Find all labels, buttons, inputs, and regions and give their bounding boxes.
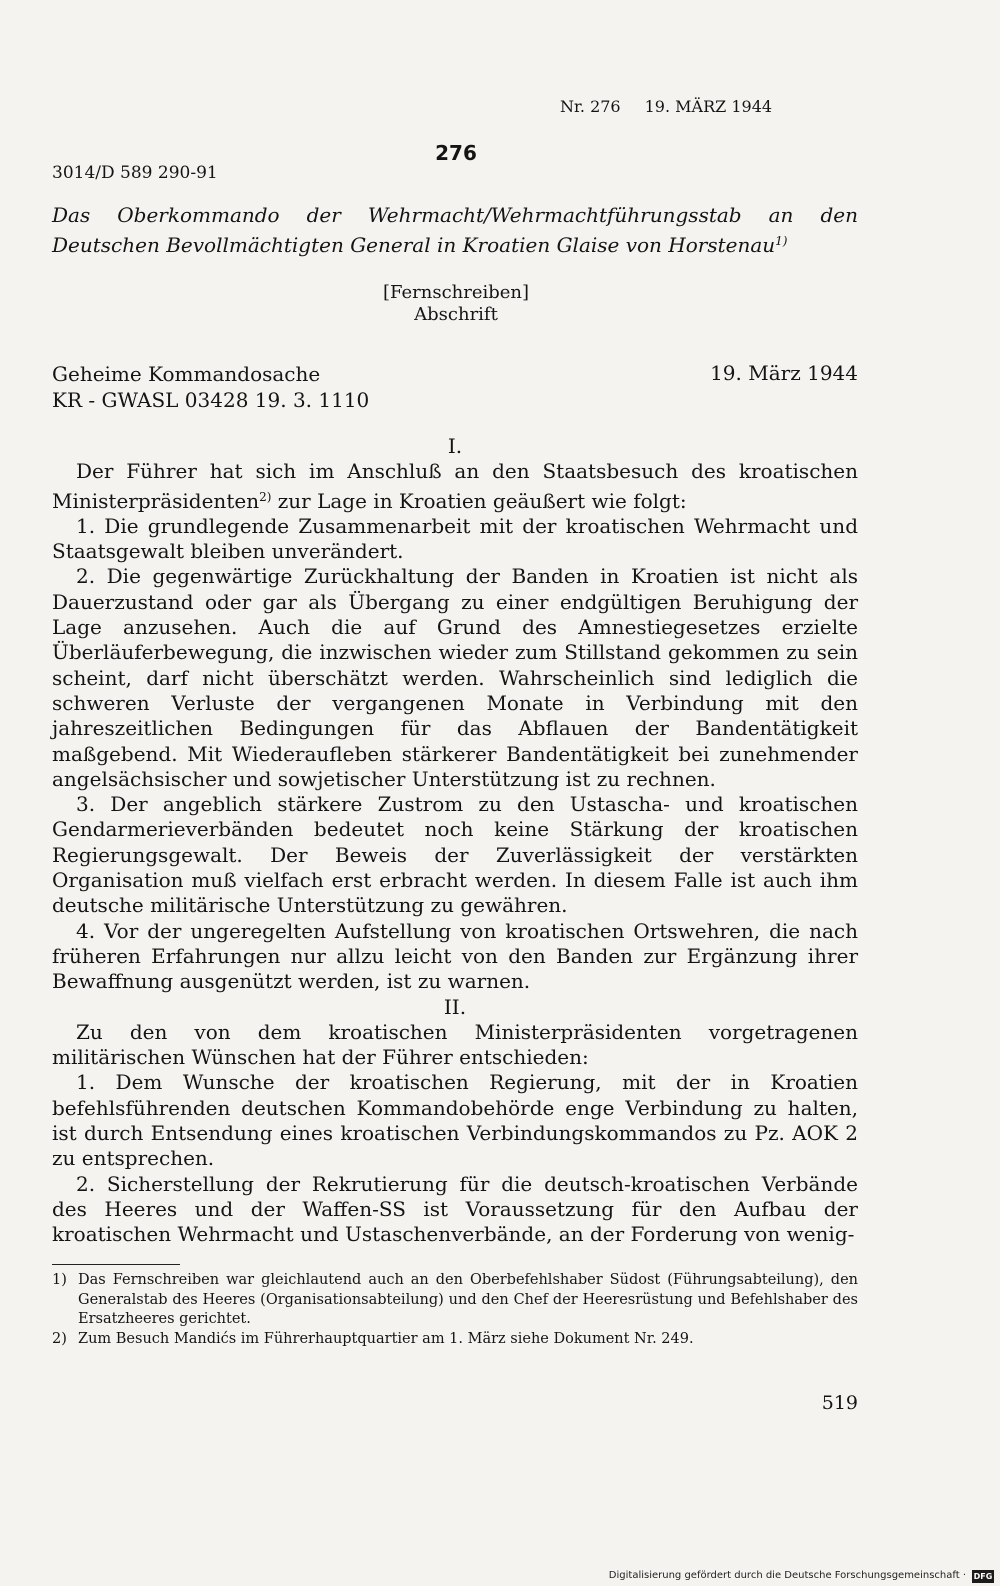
footnote-mark: 1) [52, 1272, 67, 1288]
body-text [52, 434, 858, 1248]
digitization-credit: Digitalisierung gefördert durch die Deutsche Forschungsgemeinschaft · [608, 1570, 966, 1581]
telex-reference: KR - GWASL 03428 19. 3. 1110 [52, 388, 370, 412]
section-2-intro: Zu den von dem kroatischen Ministerpräsidenten vorgetragenen militärischen Wünschen hat der Führer entschieden: [52, 1019, 858, 1070]
page-number: 519 [821, 1392, 858, 1414]
running-head-date: 19. MÄRZ 1944 [644, 97, 773, 116]
footnote-divider [52, 1264, 180, 1265]
footnote-text: Das Fernschreiben war gleichlautend auch an den Oberbefehlshaber Südost (Führungsabteilung), den Generalstab des Heeres (Organisationsabteilung) und den Chef der Heeresrüstung und Befehlshaber des Ersatzheeres gerichtet. [78, 1272, 858, 1327]
heading-line-1: Das Oberkommando der Wehrmacht/Wehrmachtführungsstab an den [52, 203, 858, 227]
footnote [52, 1271, 858, 1330]
running-head [560, 97, 860, 116]
section-1-point-4: 4. Vor der ungeregelten Aufstellung von kroatischen Ortswehren, die nach früheren Erfahrungen nur allzu leicht von den Banden zur Ergänzung ihrer Bewaffnung ausgenützt werden, ist zu warnen. [52, 918, 858, 994]
section-1-point-3: 3. Der angeblich stärkere Zustrom zu den Ustascha- und kroatischen Gendarmerieverbänden bedeutet noch keine Stärkung der kroatischen Regierungsgewalt. Der Beweis der Zuverlässigkeit der verstärkten Organisation muß vielfach erst erbracht werden. In diesem Falle ist auch ihm deutsche militärische Unterstützung zu gewähren. [52, 792, 858, 918]
doc-type-line-2: Abschrift [414, 304, 498, 325]
document-date: 19. März 1944 [710, 361, 858, 385]
footnote-text: Zum Besuch Mandićs im Führerhauptquartier am 1. März siehe Dokument Nr. 249. [78, 1330, 694, 1347]
footnotes [52, 1271, 858, 1349]
heading-line-2-wrap [52, 228, 858, 258]
section-2-title: II. [443, 994, 467, 1019]
section-1-point-1: 1. Die grundlegende Zusammenarbeit mit der kroatischen Wehrmacht und Staatsgewalt bleiben unverändert. [52, 513, 858, 564]
section-2-point-2: 2. Sicherstellung der Rekrutierung für die deutsch-kroatischen Verbände des Heeres und der Waffen-SS ist Voraussetzung für den Aufbau der kroatischen Wehrmacht und Ustaschenverbände, an der Forderung von wenig- [52, 1171, 858, 1247]
classification: Geheime Kommandosache [52, 362, 321, 386]
section-1-intro [52, 459, 858, 514]
section-1-footnote-mark: 2) [259, 489, 272, 504]
document-heading [52, 202, 858, 258]
section-2-point-1: 1. Dem Wunsche der kroatischen Regierung, mit der in Kroatien befehlsführenden deutschen Kommandobehörde enge Verbindung zu halten, ist durch Entsendung eines kroatischen Verbindungskommandos zu Pz. AOK 2 zu entsprechen. [52, 1070, 858, 1171]
footnote [52, 1330, 858, 1350]
running-head-doc-ref: Nr. 276 [560, 97, 621, 116]
section-1-point-2: 2. Die gegenwärtige Zurückhaltung der Banden in Kroatien ist nicht als Dauerzustand oder gar als Übergang zu einer endgültigen Beruhigung der Lage anzusehen. Auch die auf Grund des Amnestiegesetzes erzielte Überläuferbewegung, die inzwischen wieder zum Stillstand gekommen zu sein scheint, darf nicht überschätzt werden. Wahrscheinlich sind lediglich die schweren Verluste der vergangenen Monate in Verbindung mit den jahreszeitlichen Bedingungen für das Abflauen der Bandentätigkeit maßgebend. Mit Wiederaufleben stärkerer Bandentätigkeit bei zunehmender angelsächsischer und sowjetischer Unterstützung ist zu rechnen. [52, 564, 858, 791]
meta-left [52, 361, 369, 413]
doc-type-line-1: [Fernschreiben] [382, 282, 530, 303]
document-number: 276 [435, 141, 477, 165]
section-1-title: I. [447, 434, 463, 458]
heading-footnote-mark: 1) [775, 234, 788, 248]
footnote-mark: 2) [52, 1330, 67, 1347]
dfg-logo: DFG [973, 1572, 993, 1581]
section-1-intro-b: zur Lage in Kroatien geäußert wie folgt: [271, 488, 687, 513]
heading-line-2: Deutschen Bevollmächtigten General in Kroatien Glaise von Horstenau [52, 233, 776, 257]
document-type [0, 282, 912, 326]
section-1-intro-a: Der Führer hat sich im Anschluß an den Staatsbesuch des kroatischen Ministerpräsidenten [52, 459, 858, 513]
archive-reference: 3014/D 589 290-91 [52, 163, 218, 183]
